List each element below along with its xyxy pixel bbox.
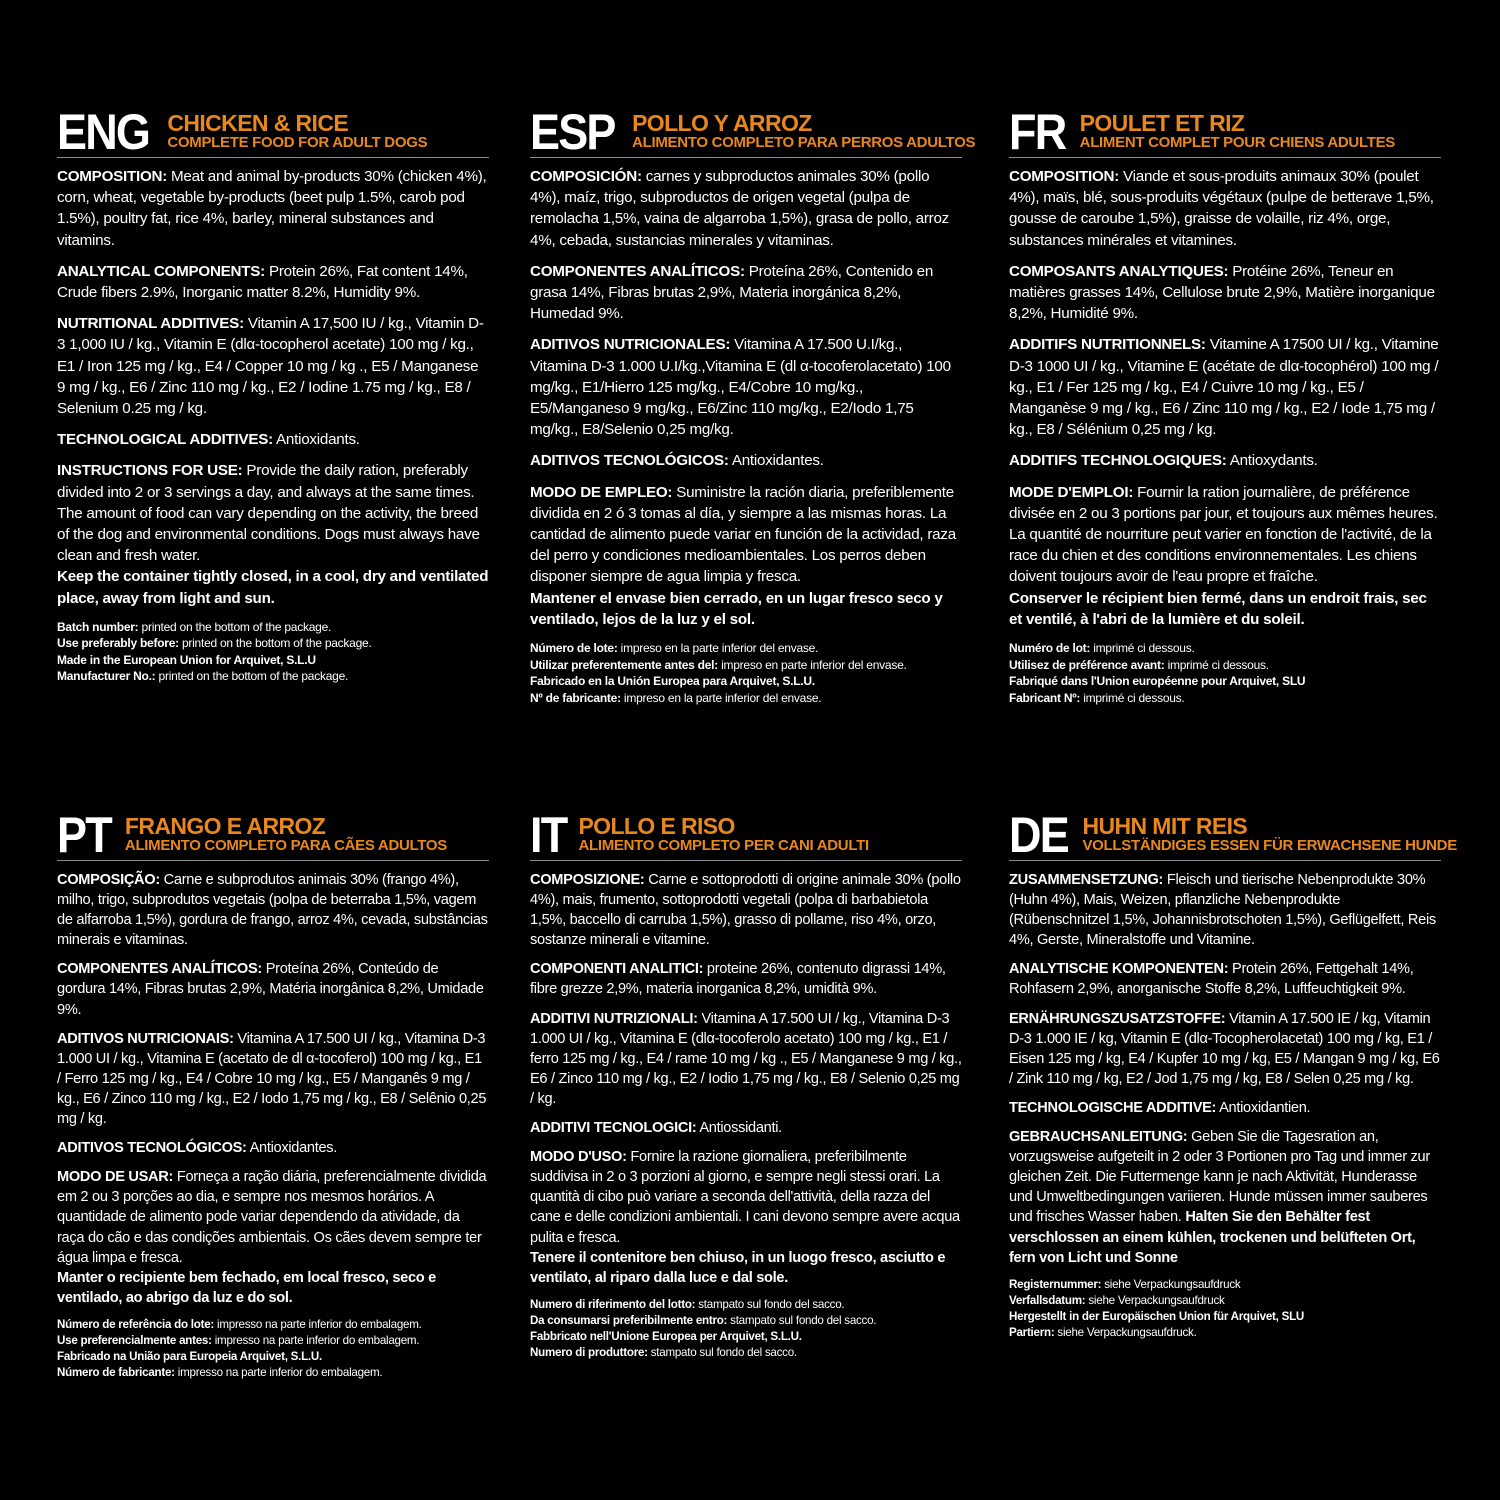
info-section bbox=[1009, 870, 1441, 950]
section-text: Proteína 26%, Conteúdo de gordura 14%, Fibras brutas 2,9%, Matéria inorgânica 8,2%, Umidade 9%. bbox=[57, 961, 484, 1018]
info-section bbox=[1009, 1098, 1441, 1118]
product-subtitle: VOLLSTÄNDIGES ESSEN FÜR ERWACHSENE HUNDE bbox=[1082, 837, 1457, 854]
section-text: Suministre la ración diaria, preferiblemente dividida en 2 ó 3 tomas al día, y siempre a las mismas horas. La cantidad de alimento puede variar en función de la actividad, raza del perro y condiciones medioambientales. Los perros deben disponer siempre de agua limpia y fresca. bbox=[530, 483, 956, 586]
info-section bbox=[530, 1118, 962, 1138]
batch-info-line bbox=[1009, 1277, 1441, 1293]
batch-info-text: impresso na parte inferior do embalagem. bbox=[214, 1317, 422, 1331]
section-text: Vitamina A 17.500 UI / kg., Vitamina D-3 1.000 UI / kg., Vitamina E (acetato de dl α-tocoferol) 100 mg / kg., E1 / Ferro 125 mg / kg., E4 / Cobre 10 mg / kg., E5 / Manganês 9 mg / kg., E6 / Zinco 110 mg / kg., E2 / Iodo 1,75 mg / kg., E8 / Selênio 0,25 mg / kg. bbox=[57, 1030, 487, 1128]
info-section bbox=[1009, 334, 1441, 440]
info-section bbox=[57, 313, 489, 419]
batch-info-text: impresso na parte inferior do embalagem. bbox=[174, 1366, 383, 1380]
info-section bbox=[530, 959, 962, 999]
language-code: PT bbox=[57, 807, 111, 863]
info-section bbox=[1009, 959, 1441, 999]
panel-header bbox=[530, 807, 962, 863]
batch-info-text: stampato sul fondo del sacco. bbox=[727, 1313, 877, 1327]
batch-info-text: imprimé ci dessous. bbox=[1164, 657, 1269, 672]
info-section bbox=[1009, 1127, 1441, 1268]
section-text: Vitamine A 17500 UI / kg., Vitamine D-3 1000 UI / kg., Vitamine E (acétate de dlα-tocophérol) 100 mg / kg., E1 / Fer 125 mg / kg., E4 / Cuivre 10 mg / kg., E5 / Manganèse 9 mg / kg., E6 / Zinc 110 mg / kg., E2 / Iode 1,75 mg / kg., E8 / Sélénium 0,25 mg / kg. bbox=[1009, 336, 1439, 439]
batch-info-line bbox=[1009, 657, 1441, 674]
product-subtitle: ALIMENTO COMPLETO PER CANI ADULTI bbox=[578, 837, 869, 854]
section-label: ANALYTICAL COMPONENTS: bbox=[57, 262, 265, 280]
section-text: Antiossidanti. bbox=[696, 1120, 782, 1137]
info-section bbox=[530, 1147, 962, 1247]
storage-instructions: Conserver le récipient bien fermé, dans un endroit frais, sec et ventilé, à l'abri de la lumière et du soleil. bbox=[1009, 589, 1427, 628]
panel-header bbox=[57, 104, 489, 160]
product-subtitle: COMPLETE FOOD FOR ADULT DOGS bbox=[167, 134, 428, 151]
info-section bbox=[1009, 450, 1441, 471]
batch-info-line bbox=[57, 619, 489, 636]
section-text: Protéine 26%, Teneur en matières grasses 14%, Cellulose brute 2,9%, Matière inorganique 8,2%, Humidité 9%. bbox=[1009, 262, 1435, 323]
section-label: GEBRAUCHSANLEITUNG: bbox=[1009, 1129, 1188, 1146]
product-subtitle: ALIMENTO COMPLETO PARA CÃES ADULTOS bbox=[124, 837, 447, 854]
batch-info-text: imprimé ci dessous. bbox=[1080, 690, 1185, 705]
batch-info-label: Fabriqué dans l'Union européenne pour Arquivet, SLU bbox=[1009, 674, 1306, 689]
product-title: HUHN MIT REIS bbox=[1082, 813, 1248, 839]
batch-info-text: stampato sul fondo del sacco. bbox=[695, 1297, 845, 1311]
section-label: ZUSAMMENSETZUNG: bbox=[1009, 872, 1164, 888]
batch-info-label: Manufacturer No.: bbox=[57, 669, 156, 684]
batch-info-text: impreso en parte inferior del envase. bbox=[717, 657, 907, 672]
section-text: Provide the daily ration, preferably divided into 2 or 3 servings a day, and always at the same times. The amount of food can vary depending on the activity, the breed of the dog and environmental conditions. Dogs must always have clean and fresh water. bbox=[57, 462, 480, 565]
info-section bbox=[1009, 1009, 1441, 1089]
section-label: ADITIVOS TECNOLÓGICOS: bbox=[530, 452, 729, 470]
panel-pt bbox=[57, 807, 489, 1382]
batch-info-line bbox=[57, 635, 489, 652]
section-label: INSTRUCTIONS FOR USE: bbox=[57, 462, 243, 480]
storage-instructions: Tenere il contenitore ben chiuso, in un luogo fresco, asciutto e ventilato, al riparo dalla luce e dal sole. bbox=[530, 1249, 946, 1286]
batch-info bbox=[57, 1317, 489, 1382]
section-label: COMPONENTES ANALÍTICOS: bbox=[530, 262, 745, 280]
batch-info-label: Batch number: bbox=[57, 619, 139, 634]
section-text: Proteína 26%, Contenido en grasa 14%, Fibras brutas 2,9%, Materia inorgánica 8,2%, Humedad 9%. bbox=[530, 262, 934, 323]
language-code: FR bbox=[1009, 104, 1066, 160]
batch-info-line bbox=[530, 1313, 962, 1329]
product-title: POULET ET RIZ bbox=[1079, 110, 1245, 136]
batch-info-line bbox=[530, 1345, 962, 1361]
batch-info-text: impreso en la parte inferior del envase. bbox=[620, 690, 822, 705]
section-label: ADITIVOS TECNOLÓGICOS: bbox=[57, 1140, 247, 1157]
section-text: Antioxydants. bbox=[1226, 452, 1318, 470]
section-label: ADITIVOS NUTRICIONAIS: bbox=[57, 1030, 234, 1047]
info-section bbox=[1009, 261, 1441, 325]
info-section bbox=[57, 261, 489, 303]
batch-info-label: Fabricado na União para Europeia Arquivet, S.L.U. bbox=[57, 1350, 322, 1364]
panel-header bbox=[1009, 807, 1457, 863]
language-code: ENG bbox=[57, 104, 150, 160]
section-label: NUTRITIONAL ADDITIVES: bbox=[57, 315, 244, 333]
batch-info-text: printed on the bottom of the package. bbox=[178, 636, 372, 651]
batch-info-line bbox=[530, 1297, 962, 1313]
info-section bbox=[530, 450, 962, 471]
section-text: Fornire la razione giornaliera, preferibilmente suddivisa in 2 o 3 porzioni al giorno, e sempre negli stessi orari. La quantità di cibo può variare a seconda dell'attività, della razza del cane e delle condizioni ambientali. I cani devono sempre avere acqua pulita e fresca. bbox=[530, 1149, 960, 1246]
batch-info-text: imprimé ci dessous. bbox=[1090, 641, 1195, 656]
batch-info-label: Made in the European Union for Arquivet, S.L.U bbox=[57, 652, 316, 667]
batch-info-line bbox=[1009, 1293, 1441, 1309]
info-section bbox=[57, 1029, 489, 1129]
info-section bbox=[530, 166, 962, 251]
language-code: IT bbox=[530, 807, 567, 863]
batch-info-line bbox=[530, 657, 962, 674]
batch-info-label: Registernummer: bbox=[1009, 1277, 1102, 1291]
section-label: MODO DE EMPLEO: bbox=[530, 483, 673, 501]
batch-info-text: siehe Verpackungsaufdruck bbox=[1085, 1293, 1225, 1307]
product-title: CHICKEN & RICE bbox=[167, 110, 349, 136]
section-text: Carne e subprodutos animais 30% (frango 4%), milho, trigo, subprodutos vegetais (polpa de beterraba 1,5%, vagem de alfarroba 1,5%), gordura de frango, arroz 4%, cevada, substâncias minerais e vitaminas. bbox=[57, 872, 488, 949]
info-section bbox=[57, 460, 489, 566]
section-text: Vitamina A 17.500 UI / kg., Vitamina D-3 1.000 UI / kg., Vitamina E (dlα-tocoferolo acetato) 100 mg / kg., E1 / ferro 125 mg / kg., E4 / rame 10 mg / kg ., E5 / Manganese 9 mg / kg., E6 / Zinco 110 mg / kg., E2 / Iodio 1,75 mg / kg., E8 / Selenio 0,25 mg / kg. bbox=[530, 1010, 962, 1107]
panel-titles bbox=[578, 815, 868, 855]
info-section bbox=[57, 429, 489, 450]
section-label: COMPOSIZIONE: bbox=[530, 872, 645, 888]
storage-instructions: Mantener el envase bien cerrado, en un lugar fresco seco y ventilado, lejos de la luz y el sol. bbox=[530, 589, 943, 628]
batch-info bbox=[530, 1297, 962, 1362]
batch-info-label: Número de fabricante: bbox=[57, 1366, 175, 1380]
section-label: MODO DE USAR: bbox=[57, 1169, 174, 1186]
batch-info-label: Verfallsdatum: bbox=[1009, 1293, 1086, 1307]
batch-info-label: Utilizar preferentemente antes del: bbox=[530, 657, 718, 672]
section-label: COMPONENTI ANALITICI: bbox=[530, 961, 704, 978]
product-title: POLLO E RISO bbox=[578, 813, 735, 839]
product-title: POLLO Y ARROZ bbox=[632, 110, 812, 136]
info-section bbox=[57, 959, 489, 1019]
panel-fr bbox=[1009, 104, 1441, 706]
info-section bbox=[57, 1138, 489, 1158]
section-text: Fleisch und tierische Nebenprodukte 30% (Huhn 4%), Mais, Weizen, pflanzliche Nebenprodukte (Rübenschnitzel 1,5%, Johannisbrotschoten 1,5%), Geflügelfett, Reis 4%, Gerste, Mineralstoffe und Vitamine. bbox=[1009, 872, 1436, 949]
section-text: Vitamin A 17.500 IE / kg, Vitamin D-3 1.000 IE / kg, Vitamin E (dlα-Tocopherolacetat) 100 mg / kg, E1 / Eisen 125 mg / kg, E4 / Kupfer 10 mg / kg, E5 / Mangan 9 mg / kg, E6 / Zink 110 mg / kg, E2 / Jod 1,75 mg / kg, E8 / Selen 0,25 mg / kg. bbox=[1009, 1010, 1440, 1087]
section-label: ADDITIVI TECNOLOGICI: bbox=[530, 1120, 697, 1137]
batch-info-line bbox=[57, 652, 489, 669]
section-label: ADITIVOS NUTRICIONALES: bbox=[530, 336, 731, 354]
info-section bbox=[530, 261, 962, 325]
section-text: Vitamina A 17.500 U.I/kg., Vitamina D-3 1.000 U.I/kg.,Vitamina E (dl α-tocoferolacetato) 100 mg/kg., E1/Hierro 125 mg/kg., E4/Cobre 10 mg/kg., E5/Manganeso 9 mg/kg., E6/Zinc 110 mg/kg., E2/Iodo 1,75 mg/kg., E8/Selenio 0,25 mg/kg. bbox=[530, 336, 951, 439]
batch-info-label: Fabbricato nell'Unione Europea per Arquivet, S.L.U. bbox=[530, 1330, 802, 1344]
panel-titles bbox=[1080, 112, 1395, 152]
section-label: TECHNOLOGISCHE ADDITIVE: bbox=[1009, 1099, 1217, 1116]
batch-info-label: Número de referência do lote: bbox=[57, 1317, 215, 1331]
panel-de bbox=[1009, 807, 1457, 1342]
section-text: Antioxidantes. bbox=[728, 452, 824, 470]
section-label: COMPONENTES ANALÍTICOS: bbox=[57, 961, 262, 978]
language-code: DE bbox=[1009, 807, 1068, 863]
section-text: Viande et sous-produits animaux 30% (poulet 4%), maïs, blé, sous-produits végétaux (pulpe de betterave 1,5%, gousse de caroube 1,5%), graisse de volaille, riz 4%, orge, substances minérales et vitamines. bbox=[1009, 168, 1434, 249]
section-label: COMPOSANTS ANALYTIQUES: bbox=[1009, 262, 1229, 280]
section-label: ADDITIVI NUTRIZIONALI: bbox=[530, 1010, 698, 1027]
panel-header bbox=[1009, 104, 1441, 160]
storage-instructions: Manter o recipiente bem fechado, em local fresco, seco e ventilado, ao abrigo da luz e do sol. bbox=[57, 1269, 436, 1306]
info-section bbox=[1009, 166, 1441, 251]
language-code: ESP bbox=[530, 104, 615, 160]
section-label: ANALYTISCHE KOMPONENTEN: bbox=[1009, 961, 1229, 978]
section-text: Vitamin A 17,500 IU / kg., Vitamin D-3 1,000 IU / kg., Vitamin E (dlα-tocopherol acetate) 100 mg / kg., E1 / Iron 125 mg / kg., E4 / Copper 10 mg / kg ., E5 / Manganese 9 mg / kg., E6 / Zinc 110 mg / kg., E2 / Iodine 1.75 mg / kg., E8 / Selenium 0.25 mg / kg. bbox=[57, 315, 484, 418]
storage-instructions: Halten Sie den Behälter fest verschlossen an einem kühlen, trockenen und belüfteten Ort, fern von Licht und Sonne bbox=[1009, 1209, 1416, 1266]
section-text: Meat and animal by-products 30% (chicken 4%), corn, wheat, vegetable by-products (beet pulp 1.5%, carob pod 1.5%), poultry fat, rice 4%, barley, mineral substances and vitamins. bbox=[57, 168, 487, 249]
section-text: proteine 26%, contenuto digrassi 14%, fibre grezze 2,9%, materia inorganica 8,2%, umidità 9%. bbox=[530, 961, 946, 998]
storage-instructions: Keep the container tightly closed, in a cool, dry and ventilated place, away from light and sun. bbox=[57, 568, 489, 607]
section-text: Antioxidantien. bbox=[1216, 1099, 1311, 1116]
batch-info-text: impresso na parte inferior do embalagem. bbox=[211, 1334, 420, 1348]
section-label: COMPOSIÇÃO: bbox=[57, 872, 160, 888]
batch-info-line bbox=[530, 1329, 962, 1345]
section-label: COMPOSITION: bbox=[1009, 168, 1120, 185]
batch-info-text: siehe Verpackungsaufdruck bbox=[1101, 1277, 1241, 1291]
batch-info-line bbox=[1009, 640, 1441, 657]
section-text: Protein 26%, Fettgehalt 14%, Rohfasern 2,9%, anorganische Stoffe 8,2%, Luftfeuchtigkeit 9%. bbox=[1009, 961, 1414, 998]
product-subtitle: ALIMENT COMPLET POUR CHIENS ADULTES bbox=[1079, 134, 1395, 151]
section-text: Carne e sottoprodotti di origine animale 30% (pollo 4%), mais, frumento, sottoprodotti vegetali (polpa di barbabietola 1,5%, baccello di carruba 1,5%), grasso di pollame, riso 4%, orzo, sostanze minerali e vitamine. bbox=[530, 872, 961, 949]
section-text: Protein 26%, Fat content 14%, Crude fibers 2.9%, Inorganic matter 8.2%, Humidity 9%. bbox=[57, 262, 468, 302]
batch-info-line bbox=[57, 1317, 489, 1333]
batch-info-line bbox=[530, 640, 962, 657]
section-text: Forneça a ração diária, preferencialmente dividida em 2 ou 3 porções ao dia, e sempre nos mesmos horários. A quantidade de alimento pode variar dependendo da atividade, da raça do cão e das condições ambientais. Os cães devem sempre ter água limpa e fresca. bbox=[57, 1169, 487, 1266]
batch-info-line bbox=[1009, 690, 1441, 707]
section-text: Geben Sie die Tagesration an, vorzugsweise aufgeteilt in 2 oder 3 Portionen pro Tag und immer zur gleichen Zeit. Die Futtermenge kann je nach Aktivität, Hunderasse und Umweltbedingungen variieren. Hunde müssen immer sauberes und frisches Wasser haben. bbox=[1009, 1129, 1430, 1226]
batch-info-label: Da consumarsi preferibilmente entro: bbox=[530, 1313, 728, 1327]
batch-info-line bbox=[57, 1365, 489, 1381]
info-section bbox=[530, 334, 962, 440]
info-section bbox=[57, 1167, 489, 1267]
batch-info-label: Fabricado en la Unión Europea para Arquivet, S.L.U. bbox=[530, 674, 815, 689]
batch-info-label: Utilisez de préférence avant: bbox=[1009, 657, 1165, 672]
batch-info-line bbox=[57, 668, 489, 685]
section-label: TECHNOLOGICAL ADDITIVES: bbox=[57, 431, 273, 449]
batch-info-line bbox=[1009, 673, 1441, 690]
batch-info-label: Partiern: bbox=[1009, 1326, 1055, 1340]
section-text: Fournir la ration journalière, de préférence divisée en 2 ou 3 portions par jour, et toujours aux mêmes heures. La quantité de nourriture peut varier en fonction de l'activité, de la race du chien et des conditions environnementales. Les chiens doivent toujours avoir de l'eau propre et fraîche. bbox=[1009, 483, 1438, 586]
batch-info-line bbox=[530, 673, 962, 690]
batch-info-label: Nº de fabricante: bbox=[530, 690, 621, 705]
batch-info-line bbox=[57, 1349, 489, 1365]
info-section bbox=[57, 870, 489, 950]
batch-info-label: Hergestellt in der Europäischen Union für Arquivet, SLU bbox=[1009, 1310, 1305, 1324]
section-label: ERNÄHRUNGSZUSATZSTOFFE: bbox=[1009, 1010, 1226, 1027]
batch-info-label: Fabricant Nº: bbox=[1009, 690, 1081, 705]
product-title: FRANGO E ARROZ bbox=[124, 813, 326, 839]
batch-info-label: Use preferencialmente antes: bbox=[57, 1334, 212, 1348]
section-text: Antioxidants. bbox=[272, 431, 360, 449]
batch-info-label: Numéro de lot: bbox=[1009, 641, 1091, 656]
batch-info-line bbox=[530, 690, 962, 707]
product-subtitle: ALIMENTO COMPLETO PARA PERROS ADULTOS bbox=[632, 134, 976, 151]
info-section bbox=[1009, 482, 1441, 588]
batch-info-text: printed on the bottom of the package. bbox=[138, 619, 332, 634]
panel-header bbox=[530, 104, 976, 160]
batch-info bbox=[57, 619, 489, 685]
panel-titles bbox=[632, 112, 975, 152]
section-label: MODE D'EMPLOI: bbox=[1009, 483, 1134, 501]
info-section bbox=[530, 482, 962, 588]
batch-info-text: stampato sul fondo del sacco. bbox=[647, 1346, 797, 1360]
section-label: COMPOSICIÓN: bbox=[530, 168, 642, 185]
panel-it bbox=[530, 807, 962, 1362]
batch-info-line bbox=[1009, 1325, 1441, 1341]
section-label: MODO D'USO: bbox=[530, 1149, 627, 1166]
section-label: ADDITIFS TECHNOLOGIQUES: bbox=[1009, 452, 1227, 470]
batch-info-text: siehe Verpackungsaufdruck. bbox=[1054, 1326, 1197, 1340]
batch-info-label: Use preferably before: bbox=[57, 636, 179, 651]
batch-info-label: Numero di produttore: bbox=[530, 1346, 648, 1360]
batch-info bbox=[1009, 1277, 1441, 1342]
info-section bbox=[57, 166, 489, 251]
info-section bbox=[530, 1009, 962, 1109]
section-text: Antioxidantes. bbox=[246, 1140, 338, 1157]
batch-info bbox=[530, 640, 962, 706]
section-label: ADDITIFS NUTRITIONNELS: bbox=[1009, 336, 1206, 354]
batch-info-text: impreso en la parte inferior del envase. bbox=[617, 641, 819, 656]
batch-info bbox=[1009, 640, 1441, 706]
panel-header bbox=[57, 807, 489, 863]
panel-esp bbox=[530, 104, 976, 706]
batch-info-text: printed on the bottom of the package. bbox=[155, 669, 349, 684]
panel-titles bbox=[125, 815, 447, 855]
info-section bbox=[530, 870, 962, 950]
batch-info-label: Numero di riferimento del lotto: bbox=[530, 1297, 696, 1311]
section-label: COMPOSITION: bbox=[57, 168, 168, 185]
panel-eng bbox=[57, 104, 489, 685]
panel-titles bbox=[167, 112, 427, 152]
panel-titles bbox=[1082, 815, 1456, 855]
batch-info-line bbox=[57, 1333, 489, 1349]
batch-info-label: Número de lote: bbox=[530, 641, 618, 656]
section-text: carnes y subproductos animales 30% (pollo 4%), maíz, trigo, subproductos de origen vegetal (pulpa de remolacha 1,5%, vaina de algarroba 1,5%), grasa de pollo, arroz 4%, cebada, sustancias minerales y vitaminas. bbox=[530, 168, 950, 249]
batch-info-line bbox=[1009, 1309, 1441, 1325]
